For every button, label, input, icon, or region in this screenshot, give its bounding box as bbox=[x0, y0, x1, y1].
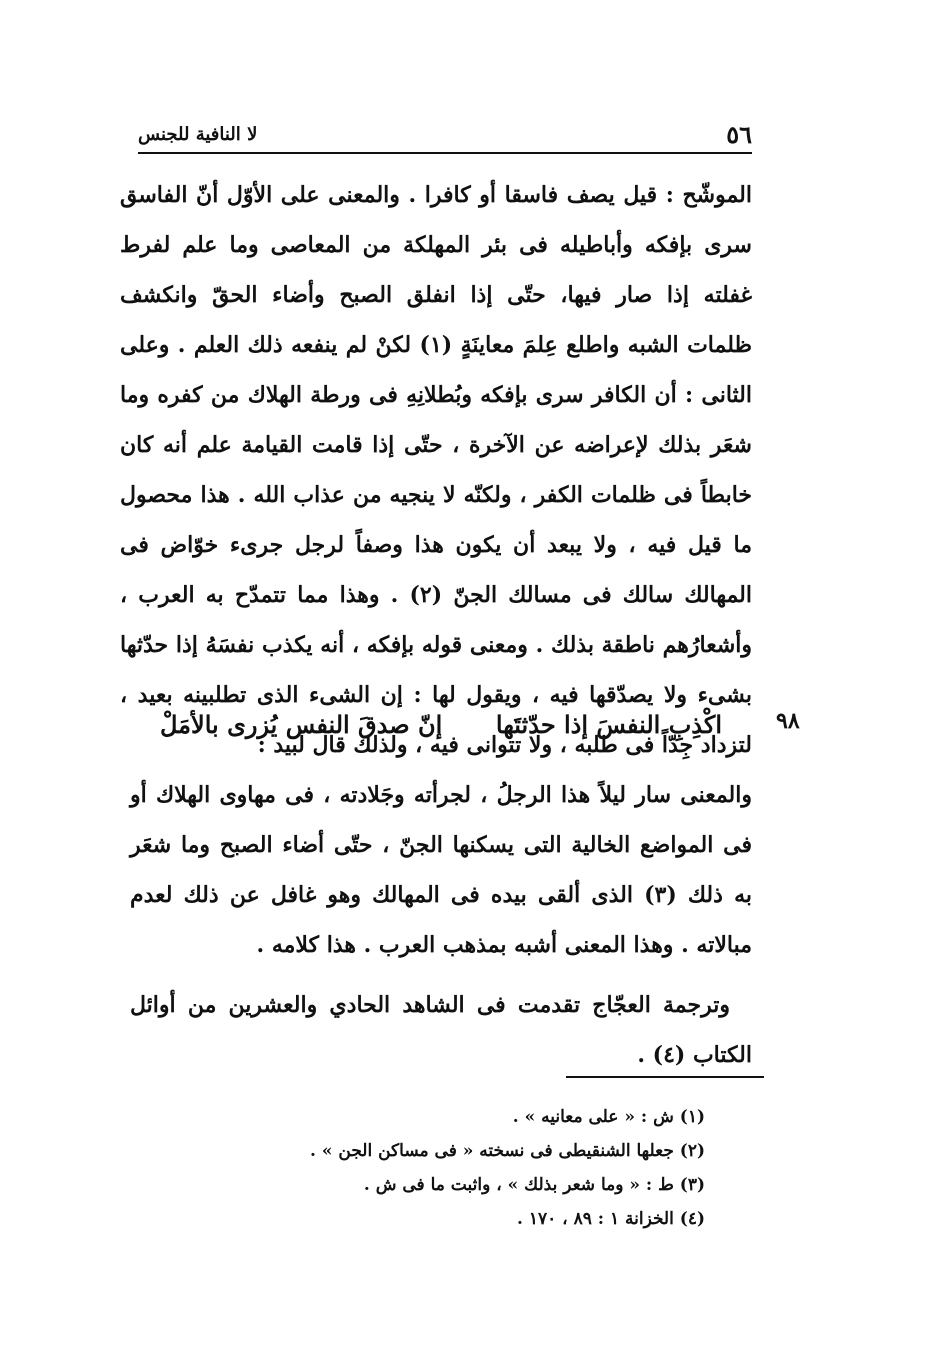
paragraph-text: والمعنى سار ليلاً هذا الرجلُ ، لجرأته وجَلادته ، فى مهاوى الهلاك أو فى المواضع الخالية التى يسكنها الجنّ ، حتّى أضاء الصبح وما شعَر به ذلك (٣) الذى ألقى بيده فى المهالك وهو غافل عن ذلك لعدم مبالاته . وهذا المعنى أشبه بمذهب العرب . هذا كلامه . bbox=[130, 782, 753, 958]
paragraph-text: وترجمة العجّاج تقدمت فى الشاهد الحادي والعشرين من أوائل الكتاب (٤) . bbox=[130, 992, 752, 1068]
footnote-2: (٢) جعلها الشنقيطى فى نسخته « فى مساكن الجن » . bbox=[310, 1141, 705, 1161]
running-title: لا النافية للجنس bbox=[138, 124, 258, 145]
footnote-3: (٣) ط : « وما شعر بذلك » ، واثبت ما فى ش . bbox=[363, 1175, 705, 1195]
verse-margin-number: ٩٨ bbox=[776, 708, 800, 734]
commentary-paragraph bbox=[120, 170, 752, 770]
footnotes bbox=[200, 1100, 705, 1236]
footnote-rule bbox=[566, 1076, 764, 1078]
verse-hemistich-first: اكْذِبِ النفسَ إذا حدّثتَها bbox=[495, 710, 722, 739]
verse-hemistich-second: إنّ صدقَ النفس يُزرى بالأمَلْ bbox=[160, 710, 443, 739]
page-number: ٥٦ bbox=[726, 120, 752, 149]
meaning-paragraph bbox=[130, 770, 752, 970]
page-header bbox=[138, 116, 752, 154]
verse-line bbox=[150, 704, 752, 748]
biography-reference-paragraph bbox=[130, 980, 752, 1080]
paragraph-text: الموشّح : قيل يصف فاسقا أو كافرا . والمعنى على الأوّل أنّ الفاسق سرى بإفكه وأباطيله فى بئر المهلكة من المعاصى وما علم لفرط غفلته إذا صار فيها، حتّى إذا انفلق الصبح وأضاء الحقّ وانكشف ظلمات الشبه واطلع عِلمَ معاينَةٍ (١) لكنْ لم ينفعه ذلك العلم . وعلى الثانى : أن الكافر سرى بإفكه وبُطلانِهِ فى ورطة الهلاك من كفره وما شعَر بذلك لإعراضه عن الآخرة ، حتّى إذا قامت القيامة علم أنه كان خابطاً فى ظلمات الكفر ، ولكنّه لا ينجيه من عذاب الله . هذا محصول ما قيل فيه ، ولا يبعد أن يكون هذا وصفاً لرجل جرىء خوّاض فى المهالك سالك فى مسالك الجنّ (٢) . وهذا مما تتمدّح به العرب ، وأشعارُهم ناطقة بذلك . ومعنى قوله بإفكه ، أنه يكذب نفسَهُ إذا حدّثها بشىء ولا يصدّقها فيه ، ويقول لها : إن الشىء الذى تطلبينه بعيد ، لتزداد جِدّاً فى طلبه ، ولا تتوانى فيه ، ولذلك قال لَبيد : bbox=[120, 182, 752, 758]
footnote-1: (١) ش : « على معانيه » . bbox=[512, 1107, 705, 1127]
footnote-4: (٤) الخزانة ١ : ٨٩ ، ١٧٠ . bbox=[516, 1209, 705, 1229]
header-rule bbox=[138, 152, 752, 154]
